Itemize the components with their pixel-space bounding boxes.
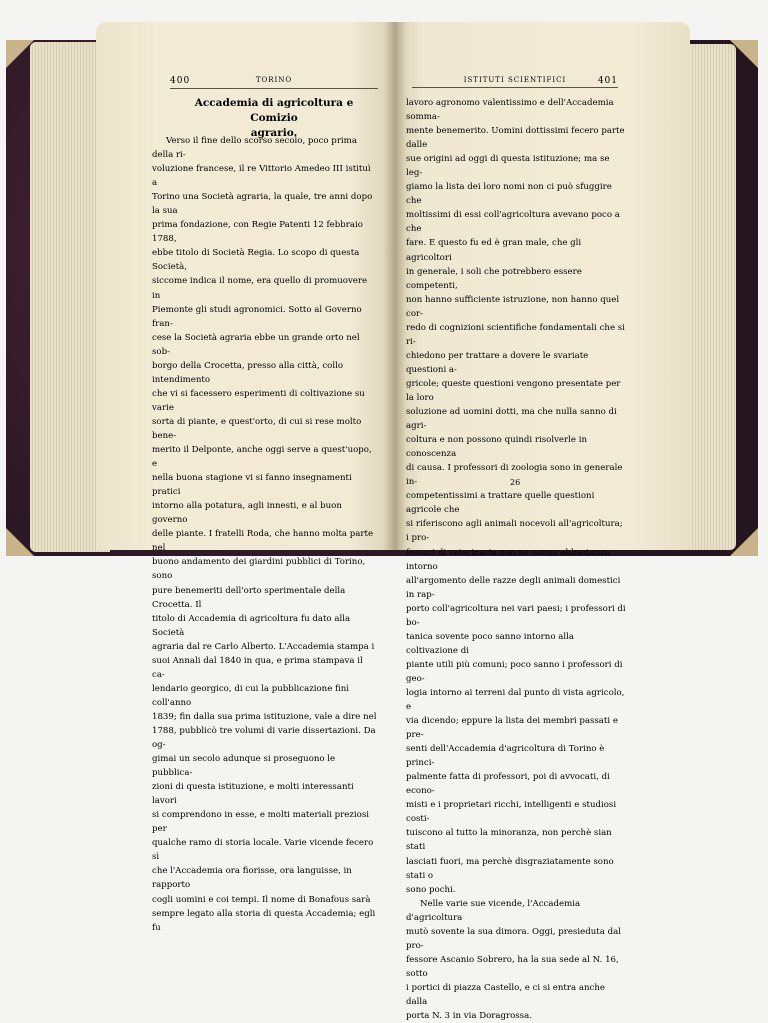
text-line: sue origini ad oggi di questa istituzione; ma se leg-: [406, 154, 610, 179]
text-line: Piemonte gli studi agronomici. Sotto al Governo fran-: [152, 304, 362, 329]
text-line: fessori di veterinaria non ne sanno abbastanza intorno: [406, 547, 610, 572]
text-line: si comprendono in esse, e molti materiali preziosi per: [152, 810, 369, 835]
text-line: fare. E questo fu ed è gran male, che gli agricoltori: [406, 238, 582, 263]
text-line: piante utili più comuni; poco sanno i professori di geo-: [406, 659, 623, 684]
text-line: senti dell'Accademia d'agricoltura di Torino è princi-: [406, 744, 605, 769]
text-line: gricole; queste questioni vengono presentate per la loro: [406, 378, 621, 403]
text-line: ebbe titolo di Società Regia. Lo scopo di questa Società,: [152, 248, 360, 273]
text-line: chiedono per trattare a dovere le svariate questioni a-: [406, 350, 589, 375]
text-line: che l'Accademia ora fiorisse, ora languisse, in rapporto: [152, 866, 352, 891]
text-line: di causa. I professori di zoologia sono in generale in-: [406, 463, 623, 488]
text-line: lasciati fuori, ma perchè disgraziatamente sono stati o: [406, 856, 614, 881]
left-running-title: TORINO: [255, 76, 293, 84]
text-line: merito il Delponte, anche oggi serve a quest'uopo, e: [152, 445, 372, 470]
text-line: sono pochi.: [406, 884, 456, 895]
text-line: competentissimi a trattare quelle questioni agricole che: [406, 491, 595, 516]
left-running-head: [170, 76, 378, 89]
left-page-number: 400: [170, 76, 191, 86]
heading-line: agrario.: [250, 127, 298, 139]
text-line: che vi si facessero esperimenti di coltivazione su varie: [152, 388, 365, 413]
text-line: zioni di questa istituzione, e molti interessanti lavori: [152, 782, 354, 807]
page-stack-right: [684, 44, 736, 550]
text-line: non hanno sufficiente istruzione, non hanno quel cor-: [406, 294, 620, 319]
right-running-head: [412, 76, 618, 88]
text-line: qualche ramo di storia locale. Varie vicende fecero sì: [152, 838, 374, 863]
text-line: lavoro agronomo valentissimo e dell'Accademia somma-: [406, 98, 614, 123]
text-line: nella buona stagione vi si fanno insegnamenti pratici: [152, 473, 352, 498]
text-line: prima fondazione, con Regie Patenti 12 febbraio 1788,: [152, 220, 363, 245]
text-line: palmente fatta di professori, poi di avvocati, di econo-: [406, 772, 610, 797]
text-line: mutò sovente la sua dimora. Oggi, presieduta dal pro-: [406, 926, 621, 951]
text-line: 1788, pubblicò tre volumi di varie dissertazioni. Da og-: [152, 725, 376, 751]
heading-line: Accademia di agricoltura e Comizio: [194, 97, 354, 124]
text-line: lendario georgico, di cui la pubblicazione finì coll'anno: [152, 683, 350, 708]
text-line: Nelle varie sue vicende, l'Accademia d'agricoltura: [406, 898, 581, 923]
text-line: Verso il fine dello scorso secolo, poco prima della ri-: [152, 136, 357, 161]
text-line: all'argomento delle razze degli animali domestici in rap-: [406, 575, 621, 600]
text-line: coltura e non possono quindi risolverle in conoscenza: [406, 435, 587, 460]
right-page-number: 401: [597, 76, 618, 86]
left-text-column: [152, 134, 378, 935]
text-line: misti e i proprietari ricchi, intelligenti e studiosi costi-: [406, 800, 617, 825]
text-line: borgo della Crocetta, presso alla città, collo intendimento: [152, 360, 343, 385]
text-line: buono andamento dei giardini pubblici di Torino, sono: [152, 557, 366, 582]
text-line: mente benemerito. Uomini dottissimi fecero parte dalle: [406, 126, 625, 151]
text-line: delle piante. I fratelli Roda, che hanno molta parte nel: [152, 529, 374, 554]
text-line: 1839; fin dalla sua prima istituzione, vale a dire nel: [152, 711, 377, 722]
text-line: sempre legato alla storia di questa Accademia; egli fu: [152, 908, 376, 933]
text-line: cogli uomini e coi tempi. Il nome di Bonafous sarà: [152, 894, 371, 905]
text-line: redo di cognizioni scientifiche fondamentali che si ri-: [406, 322, 625, 347]
text-line: in generale, i soli che potrebbero essere competenti,: [406, 266, 582, 291]
text-line: giamo la lista dei loro nomi non ci può sfuggire che: [406, 182, 612, 207]
text-line: via dicendo; eppure la lista dei membri passati e pre-: [406, 716, 618, 741]
right-running-title: ISTITUTI SCIENTIFICI: [463, 76, 567, 84]
right-text-column: [406, 96, 628, 1023]
text-line: pure benemeriti dell'orto sperimentale della Crocetta. Il: [152, 585, 346, 610]
text-line: tuiscono al tutto la minoranza, non perchè sian stati: [406, 828, 612, 853]
text-line: fessore Ascanio Sobrero, ha la sua sede al N. 16, sotto: [406, 954, 619, 979]
text-line: porta N. 3 in via Doragrossa.: [406, 1011, 532, 1022]
book-gutter: [384, 22, 406, 550]
text-line: sorta di piante, e quest'orto, di cui si rese molto bene-: [152, 416, 362, 441]
signature-folio: 26: [510, 478, 521, 487]
text-line: gimai un secolo adunque si proseguono le pubblica-: [152, 754, 336, 779]
text-line: siccome indica il nome, era quello di promuovere in: [152, 276, 368, 301]
text-line: porto coll'agricoltura nei vari paesi; i professori di bo-: [406, 603, 626, 628]
text-line: intorno alla potatura, agli innesti, e al buon governo: [152, 501, 342, 526]
text-line: Torino una Società agraria, la quale, tre anni dopo la sua: [152, 192, 373, 217]
text-line: i portici di piazza Castello, e ci si entra anche dalla: [406, 982, 605, 1007]
text-line: cese la Società agraria ebbe un grande orto nel sob-: [152, 332, 360, 357]
text-line: si riferiscono agli animali nocevoli all'agricoltura; i pro-: [406, 519, 623, 544]
text-line: suoi Annali dal 1840 in qua, e prima stampava il ca-: [152, 655, 363, 680]
text-line: agraria dal re Carlo Alberto. L'Accademia stampa i: [152, 641, 375, 652]
text-line: logia intorno ai terreni dal punto di vista agricolo, e: [406, 687, 625, 713]
text-line: soluzione ad uomini dotti, ma che nulla sanno di agri-: [406, 407, 617, 432]
text-line: moltissimi di essi coll'agricoltura avevano poco a che: [406, 210, 620, 235]
text-line: titolo di Accademia di agricoltura fu dato alla Società: [152, 613, 351, 638]
text-line: tanica sovente poco sanno intorno alla coltivazione di: [406, 631, 574, 656]
text-line: voluzione francese, il re Vittorio Amedeo III istituì a: [152, 164, 371, 189]
